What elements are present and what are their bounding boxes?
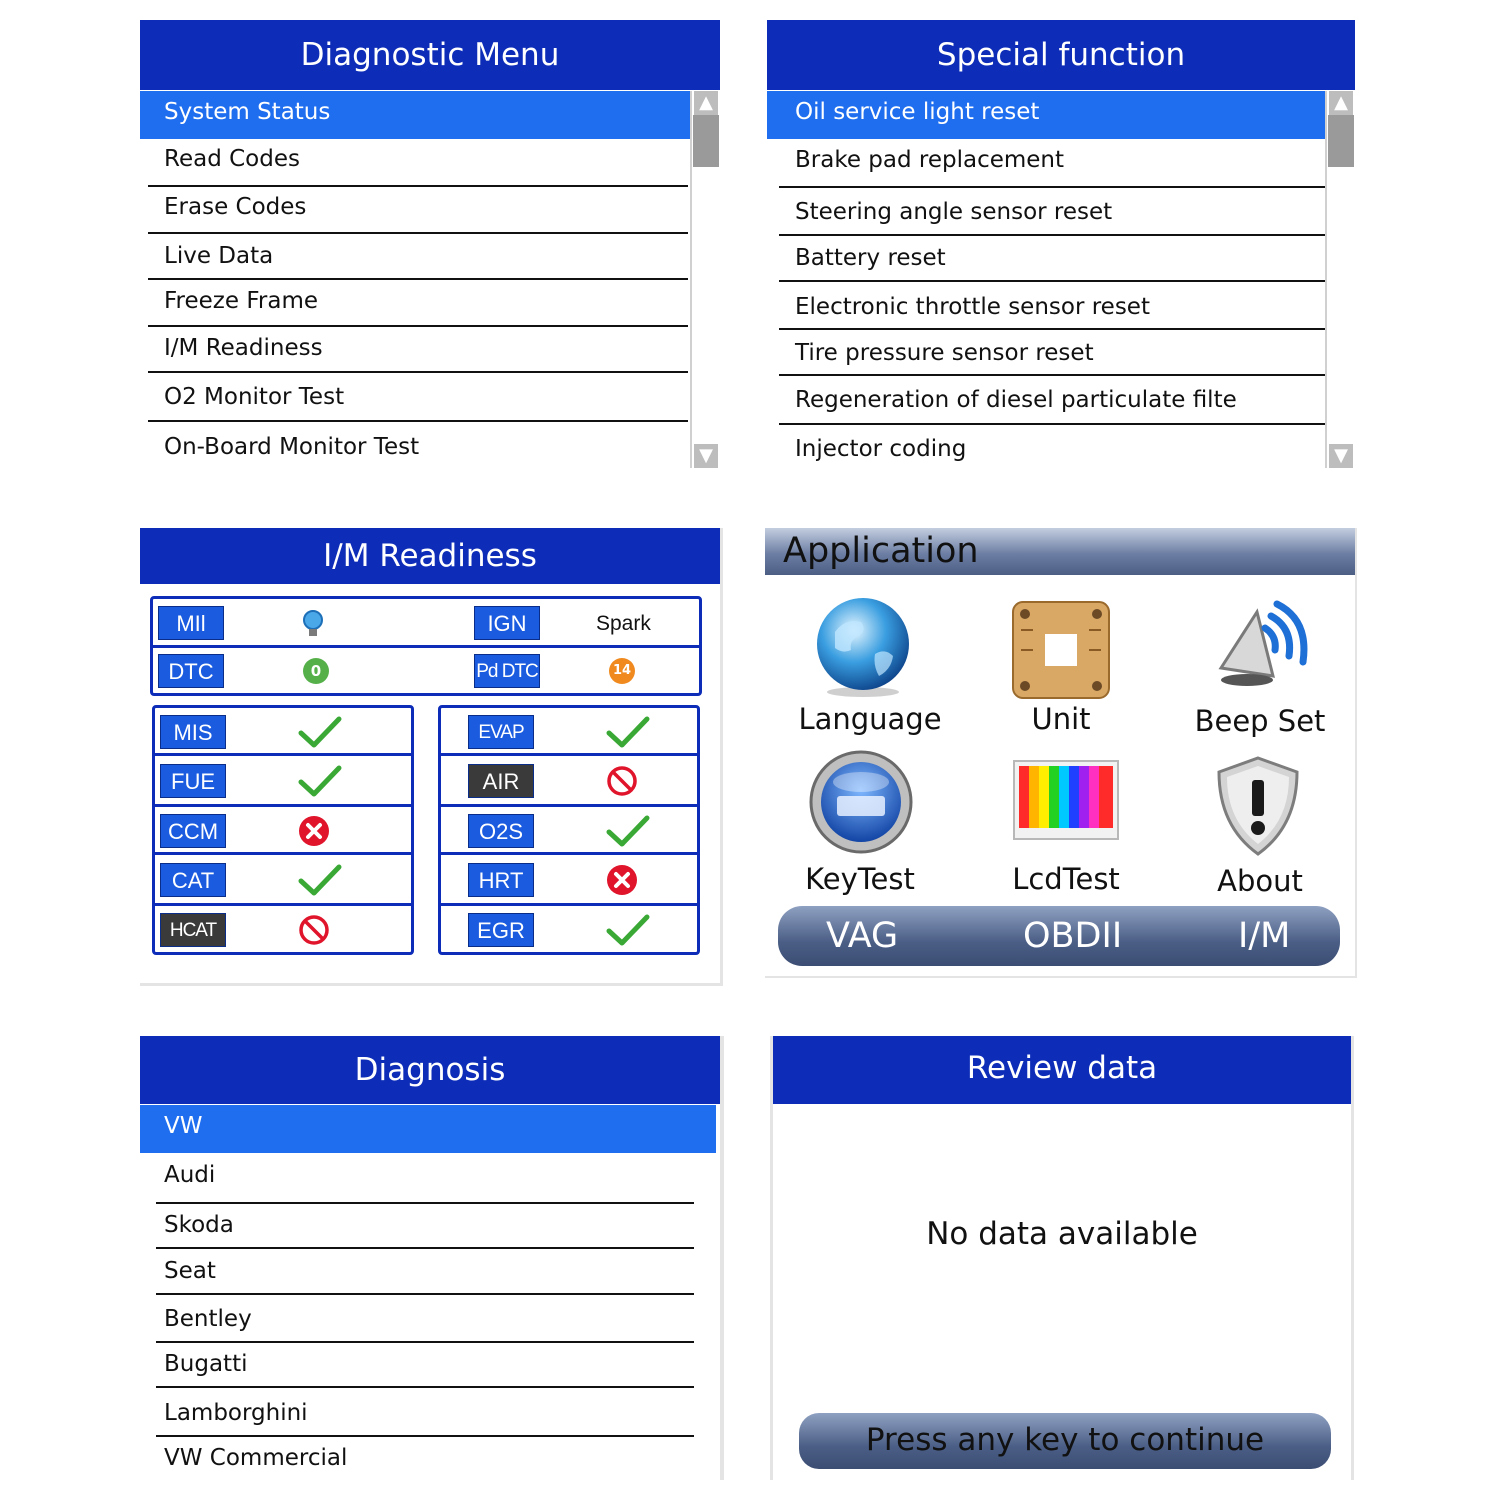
divider — [779, 280, 1325, 282]
keyboard-icon[interactable] — [807, 750, 915, 860]
monitor-status-pass-icon — [298, 715, 342, 753]
menu-item-injector-coding[interactable]: Injector coding — [795, 436, 967, 462]
ruler-frame-icon[interactable] — [1011, 600, 1111, 704]
menu-item-o2-monitor-test[interactable]: O2 Monitor Test — [164, 384, 345, 410]
menu-item-tire-pressure[interactable]: Tire pressure sensor reset — [795, 340, 1094, 366]
pd-dtc-count: 14 — [612, 663, 632, 678]
divider — [154, 852, 412, 855]
continue-button[interactable] — [799, 1413, 1331, 1469]
divider — [779, 186, 1325, 188]
brand-item-seat[interactable]: Seat — [164, 1258, 216, 1284]
brand-item-vw-commercial[interactable]: VW Commercial — [164, 1445, 348, 1471]
diagnostic-menu-panel — [140, 20, 720, 468]
im-readiness-title: I/M Readiness — [140, 528, 720, 584]
menu-item-label: System Status — [164, 99, 331, 125]
divider — [154, 753, 412, 756]
ign-value: Spark — [596, 612, 651, 635]
divider — [148, 232, 688, 234]
menu-item-brake-pad[interactable]: Brake pad replacement — [795, 147, 1065, 173]
divider — [156, 1435, 694, 1437]
tab-im[interactable]: I/M — [1238, 916, 1291, 956]
monitor-tag-hcat: HCAT — [160, 913, 226, 947]
divider — [440, 852, 698, 855]
brand-item-bugatti[interactable]: Bugatti — [164, 1351, 248, 1377]
monitor-tag-egr: EGR — [468, 913, 534, 947]
globe-icon[interactable] — [811, 594, 915, 702]
monitor-status-fail-icon — [298, 815, 330, 851]
menu-item-on-board-monitor-test[interactable]: On-Board Monitor Test — [164, 434, 420, 460]
menu-item-read-codes[interactable]: Read Codes — [164, 146, 300, 172]
monitor-tag-evap: EVAP — [468, 715, 534, 749]
application-title-bar — [765, 528, 1355, 575]
brand-item-audi[interactable]: Audi — [164, 1162, 216, 1188]
monitor-tag-ccm: CCM — [160, 814, 226, 848]
divider — [779, 374, 1325, 376]
diagnosis-title: Diagnosis — [140, 1036, 720, 1104]
app-label-language[interactable]: Language — [798, 702, 942, 736]
divider — [154, 903, 412, 906]
tab-vag[interactable]: VAG — [826, 916, 899, 956]
brand-item-label: VW — [164, 1113, 203, 1139]
continue-button-label: Press any key to continue — [865, 1422, 1265, 1458]
menu-item-label: Oil service light reset — [795, 99, 1040, 125]
review-data-panel — [770, 1036, 1354, 1480]
no-data-message: No data available — [926, 1216, 1198, 1252]
diagnosis-panel — [140, 1036, 724, 1480]
monitor-status-na-icon — [606, 765, 638, 801]
divider — [148, 185, 688, 187]
monitor-tag-o2s: O2S — [468, 814, 534, 848]
divider — [154, 804, 412, 807]
scroll-up-icon[interactable]: ▲ — [1329, 91, 1353, 115]
divider — [440, 753, 698, 756]
app-label-unit[interactable]: Unit — [1031, 702, 1091, 736]
monitor-tag-air: AIR — [468, 764, 534, 798]
divider — [156, 1202, 694, 1204]
divider — [148, 371, 688, 373]
menu-item-steering-angle[interactable]: Steering angle sensor reset — [795, 199, 1113, 225]
scrollbar[interactable] — [690, 91, 720, 468]
color-bars-icon[interactable] — [1013, 760, 1119, 844]
dtc-count-badge — [303, 658, 329, 684]
application-panel — [765, 528, 1357, 978]
dtc-count: 0 — [310, 662, 322, 680]
divider — [156, 1293, 694, 1295]
monitor-status-pass-icon — [298, 863, 342, 901]
review-data-title: Review data — [773, 1036, 1351, 1104]
menu-item-im-readiness[interactable]: I/M Readiness — [164, 335, 323, 361]
monitor-tag-fue: FUE — [160, 764, 226, 798]
monitor-status-pass-icon — [606, 913, 650, 951]
mil-tag: MIl — [158, 606, 224, 640]
scroll-down-icon[interactable]: ▼ — [1329, 444, 1353, 468]
app-label-beep-set[interactable]: Beep Set — [1194, 704, 1326, 738]
divider — [779, 234, 1325, 236]
ign-tag: IGN — [474, 606, 540, 640]
menu-item-electronic-throttle[interactable]: Electronic throttle sensor reset — [795, 294, 1150, 320]
special-function-panel — [767, 20, 1355, 468]
divider — [779, 328, 1325, 330]
pd-dtc-tag: Pd DTC — [474, 654, 540, 688]
menu-item-erase-codes[interactable]: Erase Codes — [164, 194, 307, 220]
pd-dtc-count-badge — [609, 658, 635, 684]
divider — [156, 1386, 694, 1388]
application-title: Application — [783, 531, 979, 571]
divider — [148, 325, 688, 327]
scroll-thumb[interactable] — [693, 115, 719, 167]
app-label-about[interactable]: About — [1217, 864, 1303, 898]
scroll-down-icon[interactable]: ▼ — [694, 444, 718, 468]
scroll-thumb[interactable] — [1328, 115, 1354, 167]
monitor-tag-cat: CAT — [160, 863, 226, 897]
scrollbar[interactable] — [1325, 91, 1355, 468]
monitor-tag-hrt: HRT — [468, 863, 534, 897]
brand-item-lamborghini[interactable]: Lamborghini — [164, 1400, 308, 1426]
divider — [440, 804, 698, 807]
app-label-keytest[interactable]: KeyTest — [805, 862, 915, 896]
monitor-status-pass-icon — [606, 715, 650, 753]
app-label-lcdtest[interactable]: LcdTest — [1012, 862, 1120, 896]
monitor-status-fail-icon — [606, 864, 638, 900]
menu-item-dpf-regeneration[interactable]: Regeneration of diesel particulate filte — [795, 387, 1237, 413]
mil-lamp-icon — [300, 608, 326, 644]
divider — [440, 903, 698, 906]
monitor-status-pass-icon — [606, 814, 650, 852]
menu-item-live-data[interactable]: Live Data — [164, 243, 274, 269]
divider — [156, 1341, 694, 1343]
shield-exclamation-icon[interactable] — [1215, 756, 1301, 860]
divider — [148, 420, 688, 422]
menu-item-battery-reset[interactable]: Battery reset — [795, 245, 946, 271]
brand-item-skoda[interactable]: Skoda — [164, 1212, 234, 1238]
bottom-tab-bar — [778, 906, 1340, 966]
scroll-up-icon[interactable]: ▲ — [694, 91, 718, 115]
monitor-status-na-icon — [298, 914, 330, 950]
divider — [156, 1247, 694, 1249]
divider — [779, 423, 1325, 425]
dtc-tag: DTC — [158, 654, 224, 688]
menu-item-oil-service-light-reset[interactable] — [767, 91, 1325, 139]
menu-item-freeze-frame[interactable]: Freeze Frame — [164, 288, 319, 314]
tab-obdii[interactable]: OBDII — [1023, 916, 1123, 956]
special-function-title: Special function — [767, 20, 1355, 90]
monitor-tag-mis: MIS — [160, 715, 226, 749]
monitor-status-pass-icon — [298, 764, 342, 802]
divider — [152, 645, 700, 648]
speaker-icon[interactable] — [1213, 598, 1309, 698]
divider — [148, 278, 688, 280]
brand-item-bentley[interactable]: Bentley — [164, 1306, 252, 1332]
im-readiness-panel — [140, 528, 723, 986]
menu-item-system-status[interactable] — [140, 91, 692, 139]
diagnostic-menu-title: Diagnostic Menu — [140, 20, 720, 90]
brand-item-vw[interactable] — [140, 1105, 716, 1153]
